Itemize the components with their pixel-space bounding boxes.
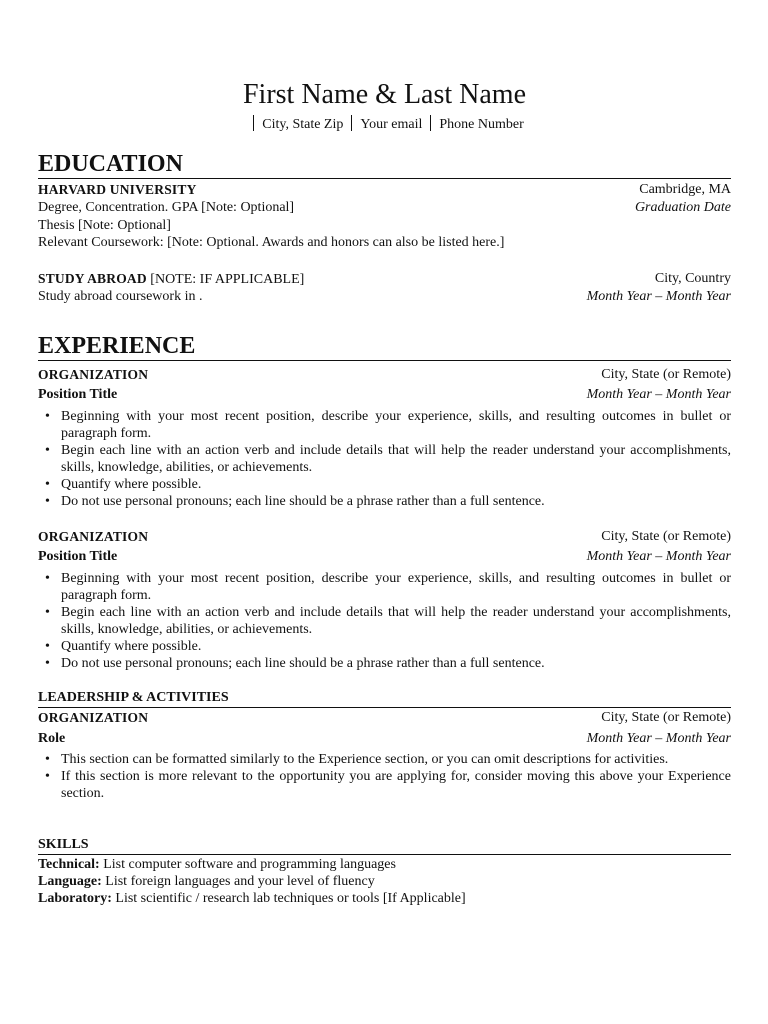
study-abroad-note: [NOTE: IF APPLICABLE]	[146, 272, 305, 287]
contact-email: Your email	[360, 117, 423, 132]
skill-text: List computer software and programming languages	[99, 857, 396, 872]
job-organization: ORGANIZATION	[38, 529, 149, 544]
job-location: City, State (or Remote)	[601, 367, 731, 382]
leadership-role-row	[38, 730, 731, 748]
job-bullet: • Beginning with your most recent position, describe your experience, skills, and resulting outcomes in bullet or paragraph form.	[38, 570, 731, 604]
skills-heading: SKILLS	[38, 837, 731, 855]
job-org-row	[38, 366, 731, 384]
job-title-row	[38, 386, 731, 404]
job-bullet: • Begin each line with an action verb and include details that will help the reader understand your accomplishments, skills, knowledge, abilities, or achievements.	[38, 604, 731, 638]
graduation-date: Graduation Date	[634, 200, 731, 215]
job-bullet: • Quantify where possible.	[38, 476, 731, 493]
contact-phone: Phone Number	[439, 117, 524, 132]
study-abroad-label: STUDY ABROAD	[38, 271, 147, 286]
study-abroad-title	[38, 270, 304, 289]
job-bullet: • Do not use personal pronouns; each line should be a phrase rather than a full sentence.	[38, 493, 731, 510]
contact-divider	[253, 115, 254, 131]
leadership-organization: ORGANIZATION	[38, 710, 149, 725]
leadership-role: Role	[38, 731, 66, 746]
job-date: Month Year – Month Year	[586, 549, 731, 564]
study-abroad-desc-row	[38, 288, 731, 306]
skill-text: List foreign languages and your level of fluency	[101, 874, 375, 889]
coursework-text: Relevant Coursework: [Note: Optional. Awards and honors can also be listed here.]	[38, 235, 505, 250]
job-title: Position Title	[38, 549, 118, 564]
experience-heading: EXPERIENCE	[38, 332, 731, 361]
coursework-row	[38, 234, 731, 252]
skill-text: List scientific / research lab techniques or tools [If Applicable]	[111, 891, 466, 906]
job-bullet: • Quantify where possible.	[38, 638, 731, 655]
contact-divider	[351, 115, 352, 131]
education-degree-row	[38, 199, 731, 217]
candidate-name: First Name & Last Name	[242, 79, 527, 110]
leadership-location: City, State (or Remote)	[601, 710, 731, 725]
job-bullet: • Do not use personal pronouns; each line should be a phrase rather than a full sentence.	[38, 655, 731, 672]
leadership-bullet: • If this section is more relevant to the opportunity you are applying for, consider moving this above your Experience section.	[38, 768, 731, 802]
job-title-row	[38, 548, 731, 566]
job-bullet: • Beginning with your most recent position, describe your experience, skills, and resulting outcomes in bullet or paragraph form.	[38, 408, 731, 442]
thesis-text: Thesis [Note: Optional]	[38, 218, 171, 233]
thesis-row	[38, 217, 731, 235]
skill-row	[38, 890, 731, 908]
school-location: Cambridge, MA	[639, 182, 731, 197]
job-bullet: • Begin each line with an action verb and include details that will help the reader understand your accomplishments, skills, knowledge, abilities, or achievements.	[38, 442, 731, 476]
leadership-bullet: • This section can be formatted similarly to the Experience section, or you can omit descriptions for activities.	[38, 751, 731, 768]
leadership-bullets	[38, 751, 731, 802]
job-bullets	[38, 570, 731, 672]
contact-city: City, State Zip	[262, 117, 344, 132]
job-title: Position Title	[38, 387, 118, 402]
job-organization: ORGANIZATION	[38, 367, 149, 382]
job-location: City, State (or Remote)	[601, 529, 731, 544]
study-abroad-row	[38, 270, 731, 288]
contact-divider	[430, 115, 431, 131]
skill-line	[38, 890, 466, 908]
job-org-row	[38, 528, 731, 546]
skill-row	[38, 856, 731, 874]
skill-row	[38, 873, 731, 891]
education-heading: EDUCATION	[38, 150, 731, 179]
study-abroad-date: Month Year – Month Year	[586, 289, 731, 304]
job-date: Month Year – Month Year	[586, 387, 731, 402]
skill-label: Technical:	[38, 857, 100, 872]
leadership-date: Month Year – Month Year	[586, 731, 731, 746]
job-bullets	[38, 408, 731, 510]
leadership-org-row	[38, 709, 731, 727]
study-abroad-location: City, Country	[654, 271, 731, 286]
skill-label: Laboratory:	[38, 891, 112, 906]
school-name: HARVARD UNIVERSITY	[38, 182, 197, 197]
degree-text: Degree, Concentration. GPA [Note: Optional]	[38, 200, 295, 215]
leadership-heading: LEADERSHIP & ACTIVITIES	[38, 690, 731, 708]
study-abroad-desc: Study abroad coursework in .	[38, 289, 203, 304]
skill-line	[38, 856, 396, 874]
education-school-row	[38, 181, 731, 199]
contact-line	[38, 115, 731, 134]
skill-line	[38, 873, 375, 891]
skill-label: Language:	[38, 874, 102, 889]
resume-page	[38, 0, 731, 1024]
